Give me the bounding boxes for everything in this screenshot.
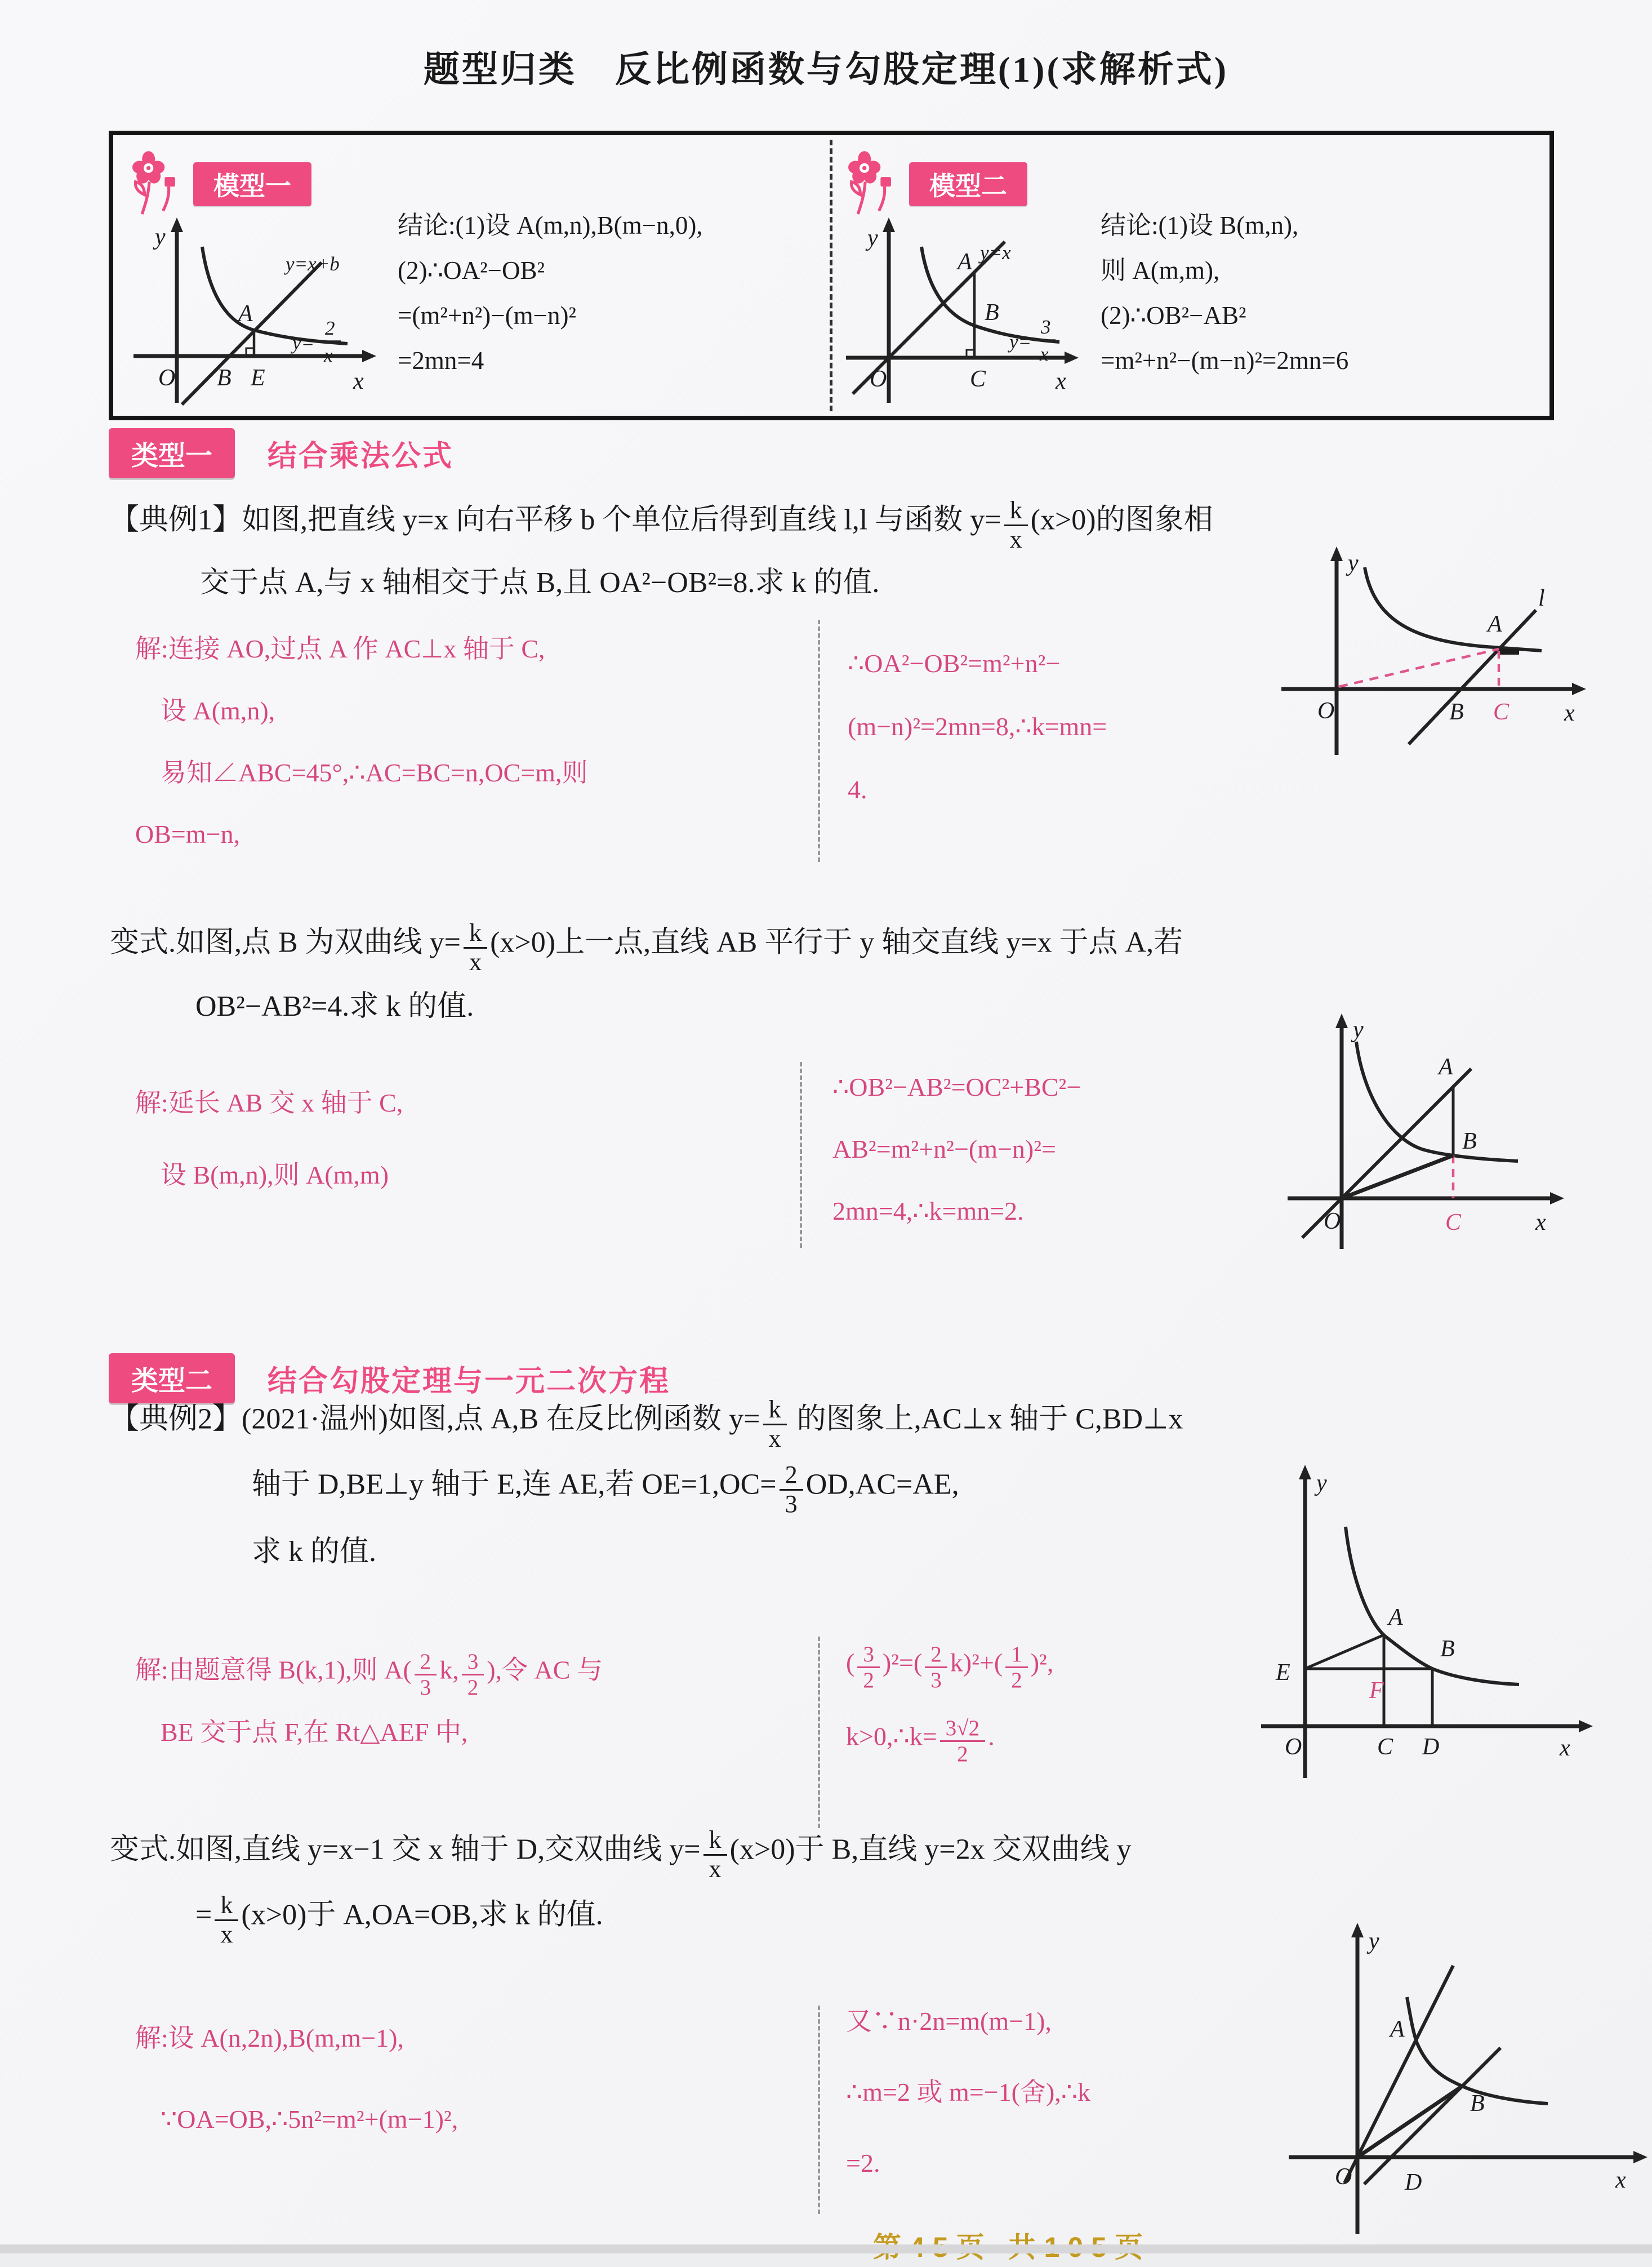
type-1-title: 结合乘法公式 [268, 440, 454, 473]
y-axis-arrow [171, 217, 183, 232]
page-title: 题型归类 反比例函数与勾股定理(1)(求解析式) [423, 50, 1229, 90]
text-line: =2mn=4 [398, 346, 484, 375]
fraction: $\frac{k}{x}$ [215, 1892, 238, 1948]
model-1-panel [113, 135, 831, 416]
footer-page-marks [0, 2228, 1652, 2244]
label-A: A [1488, 611, 1502, 637]
text-line: (2)∴OB²−AB² [1101, 301, 1246, 330]
label-B: B [1470, 2091, 1485, 2117]
label-B: B [217, 365, 231, 391]
label-y: y [1369, 1928, 1379, 1954]
example-1-solution-right [848, 647, 1335, 806]
text-line: 结论:(1)设 B(m,n), [1101, 211, 1299, 239]
variation-1-problem [110, 919, 1574, 1026]
label-curve-eq-den: x [1040, 343, 1049, 365]
label-y: y [1316, 1470, 1327, 1496]
fraction: $\frac{1}{2}$ [1005, 1642, 1028, 1692]
label-x: x [1560, 1735, 1570, 1761]
text-line: 求 k 的值. [252, 1536, 377, 1568]
fraction: $\frac{k}{x}$ [464, 919, 487, 976]
label-y: y [155, 224, 166, 250]
fraction: $\frac{k}{x}$ [763, 1396, 787, 1452]
label-D: D [1422, 1734, 1440, 1760]
fraction: $\frac{2}{3}$ [780, 1461, 803, 1518]
fraction: $\frac{3}{2}$ [857, 1642, 880, 1692]
model-2-panel [831, 135, 1549, 416]
type-2-badge: 类型二 [109, 1353, 235, 1403]
dashed-OA [1339, 649, 1499, 687]
fraction: $\frac{k}{x}$ [703, 1826, 727, 1883]
segment-OB [1357, 2086, 1462, 2157]
solution-line: 解:由题意得 B(k,1),则 A( $\frac{2}{3}$ k, $\frac{3}{2}$ ),令 AC 与 [135, 1650, 603, 1700]
type-2-title: 结合勾股定理与一元二次方程 [268, 1365, 671, 1398]
label-C: C [1445, 1210, 1462, 1235]
label-curve-eq-den: x [324, 344, 333, 366]
solution-line: 解:设 A(n,2n),B(m,m−1), [135, 2024, 404, 2052]
label-C: C [1493, 699, 1509, 725]
flower-icon [132, 151, 181, 217]
y-axis-arrow [883, 217, 895, 232]
text-line: =m²+n²−(m−n)²=2mn=6 [1101, 346, 1349, 375]
label-line-eq: y=x [980, 242, 1011, 264]
label-O: O [1324, 1208, 1341, 1234]
solution-line: 又∵n·2n=m(m−1), [846, 2007, 1052, 2035]
label-A: A [238, 301, 253, 327]
solution-line: 解:连接 AO,过点 A 作 AC⊥x 轴于 C, [135, 634, 545, 663]
solution-line: ∴m=2 或 m=−1(舍),∴k [846, 2077, 1091, 2106]
label-curve-eq-num: 2 [325, 317, 335, 339]
solution-divider [800, 1062, 802, 1248]
x-axis-arrow [1579, 1720, 1593, 1732]
models-box [109, 131, 1554, 420]
label-x: x [1535, 1210, 1546, 1235]
text-line: 结论:(1)设 A(m,n),B(m−n,0), [398, 211, 703, 239]
y-axis-arrow [1351, 1923, 1364, 1937]
label-E: E [251, 365, 265, 391]
y-axis-arrow [1330, 546, 1343, 561]
example-2-solution-middle [846, 1642, 1285, 1766]
label-O: O [1317, 698, 1335, 724]
variation-1-solution-left [135, 1086, 805, 1192]
model-1-conclusion [398, 203, 826, 383]
label-curve-eq-prefix: y= [1009, 331, 1032, 353]
example-2-graph [1253, 1459, 1597, 1786]
label-x: x [1564, 700, 1575, 726]
solution-line: AB²=m²+n²−(m−n)²= [832, 1134, 1056, 1163]
label-E: E [1276, 1660, 1290, 1686]
solution-line: k>0,∴k= $\frac{3√2}{2}$ . [846, 1716, 995, 1766]
text-line: 变式.如图,直线 y=x−1 交 x 轴于 D,交双曲线 y= $\frac{k}{x}$ (x>0)于 B,直线 y=2x 交双曲线 y [110, 1826, 1132, 1883]
label-B: B [1449, 699, 1464, 725]
solution-line: 解:延长 AB 交 x 轴于 C, [135, 1088, 403, 1117]
text-line: 则 A(m,m), [1101, 256, 1220, 285]
x-axis-arrow [362, 350, 376, 362]
label-O: O [158, 365, 176, 391]
line-l [1409, 610, 1536, 744]
fraction: $\frac{k}{x}$ [1004, 497, 1028, 553]
model-2-conclusion [1101, 203, 1546, 383]
label-A: A [1390, 2016, 1405, 2042]
fraction: $\frac{3}{2}$ [462, 1650, 484, 1700]
label-B: B [985, 300, 999, 326]
label-C: C [1377, 1734, 1393, 1760]
label-y: y [1348, 550, 1359, 576]
solution-line: 2mn=4,∴k=mn=2. [832, 1196, 1024, 1225]
x-axis-arrow [1550, 1192, 1564, 1204]
label-O: O [1335, 2164, 1352, 2190]
label-A: A [1439, 1054, 1453, 1080]
solution-line: ∵OA=OB,∴5n²=m²+(m−1)², [161, 2104, 458, 2133]
variation-2-graph [1279, 1913, 1650, 2248]
flower-icon [848, 151, 897, 217]
solution-divider [818, 1637, 820, 1828]
x-axis-arrow [1633, 2151, 1647, 2163]
text-line: 【典例1】如图,把直线 y=x 向右平移 b 个单位后得到直线 l,l 与函数 y= $\frac{k}{x}$ (x>0)的图象相 [110, 496, 1213, 553]
fraction: $\frac{2}{3}$ [925, 1642, 947, 1692]
hyperbola-curve [1346, 1527, 1519, 1684]
solution-line: ( $\frac{3}{2}$ )²=( $\frac{2}{3}$ k)²+( $\frac{1}{2}$ )², [846, 1642, 1054, 1692]
solution-line: 易知∠ABC=45°,∴AC=BC=n,OC=m,则 [161, 758, 588, 787]
solution-line: =2. [846, 2148, 880, 2177]
solution-line: BE 交于点 F,在 Rt△AEF 中, [161, 1718, 468, 1746]
type-1-header [109, 428, 453, 478]
label-F: F [1369, 1678, 1384, 1704]
variation-1-graph [1279, 1011, 1566, 1253]
solution-line: ∴OA²−OB²=m²+n²− [848, 649, 1061, 678]
label-C: C [970, 366, 986, 392]
scan-edge-strip [0, 2244, 1652, 2253]
label-A: A [1388, 1604, 1403, 1630]
segment-OB [1342, 1155, 1453, 1198]
variation-2-solution-right [846, 2004, 1353, 2180]
example-1-graph [1270, 544, 1591, 761]
text-line: 变式.如图,点 B 为双曲线 y= $\frac{k}{x}$ (x>0)上一点,直线 AB 平行于 y 轴交直线 y=x 于点 A,若 [110, 919, 1183, 976]
model-1-graph [123, 214, 377, 408]
label-curve-eq-num: 3 [1041, 316, 1051, 338]
text-line: 交于点 A,与 x 轴相交于点 B,且 OA²−OB²=8.求 k 的值. [200, 567, 880, 599]
text-line: = $\frac{k}{x}$ (x>0)于 A,OA=OB,求 k 的值. [195, 1891, 603, 1948]
label-B: B [1462, 1128, 1477, 1154]
variation-1-solution-right [832, 1070, 1323, 1228]
example-2-solution-left [135, 1650, 805, 1749]
text-line: 【典例2】(2021·温州)如图,点 A,B 在反比例函数 y= $\frac{k}{x}$ 的图象上,AC⊥x 轴于 C,BD⊥x [110, 1395, 1183, 1452]
label-l: l [1538, 585, 1545, 611]
solution-line: (m−n)²=2mn=8,∴k=mn= [848, 712, 1107, 741]
example-1-solution-left [135, 632, 805, 851]
fraction: $\frac{3√2}{2}$ [940, 1716, 986, 1766]
segment-EA [1305, 1635, 1384, 1669]
x-axis-arrow [1572, 683, 1586, 695]
solution-line: ∴OB²−AB²=OC²+BC²− [832, 1073, 1081, 1101]
label-D: D [1405, 2170, 1422, 2195]
label-x: x [353, 368, 364, 394]
type-1-badge: 类型一 [109, 428, 235, 478]
model-2-badge: 模型二 [909, 162, 1027, 206]
solution-line: 设 A(m,n), [161, 696, 275, 725]
label-x: x [1056, 368, 1066, 394]
text-line: =(m²+n²)−(m−n)² [398, 301, 576, 330]
solution-line: 设 B(m,n),则 A(m,m) [161, 1160, 389, 1189]
solution-divider [818, 620, 820, 862]
label-O: O [1285, 1734, 1302, 1760]
label-A: A [958, 249, 972, 275]
solution-line: OB=m−n, [135, 820, 241, 849]
label-y: y [1353, 1017, 1364, 1043]
x-axis-arrow [1065, 352, 1079, 364]
solution-line: 4. [848, 775, 867, 804]
label-B: B [1440, 1636, 1455, 1662]
label-y: y [867, 225, 878, 251]
label-x: x [1615, 2167, 1626, 2193]
text-line: 轴于 D,BE⊥y 轴于 E,连 AE,若 OE=1,OC= $\frac{2}{3}$ OD,AC=AE, [252, 1461, 959, 1518]
text-line: OB²−AB²=4.求 k 的值. [195, 990, 474, 1023]
label-O: O [870, 366, 887, 392]
y-axis-arrow [1335, 1014, 1348, 1028]
y-axis-arrow [1299, 1465, 1311, 1479]
label-curve-eq-prefix: y= [292, 332, 315, 354]
model-1-badge: 模型一 [193, 162, 311, 206]
label-line-eq: y=x+b [286, 253, 340, 275]
hyperbola-curve [1365, 567, 1542, 651]
fraction: $\frac{2}{3}$ [415, 1650, 437, 1700]
model-2-graph [837, 214, 1079, 408]
solution-divider [818, 2006, 820, 2214]
text-line: (2)∴OA²−OB² [398, 256, 545, 285]
variation-2-solution-left [135, 2021, 805, 2136]
